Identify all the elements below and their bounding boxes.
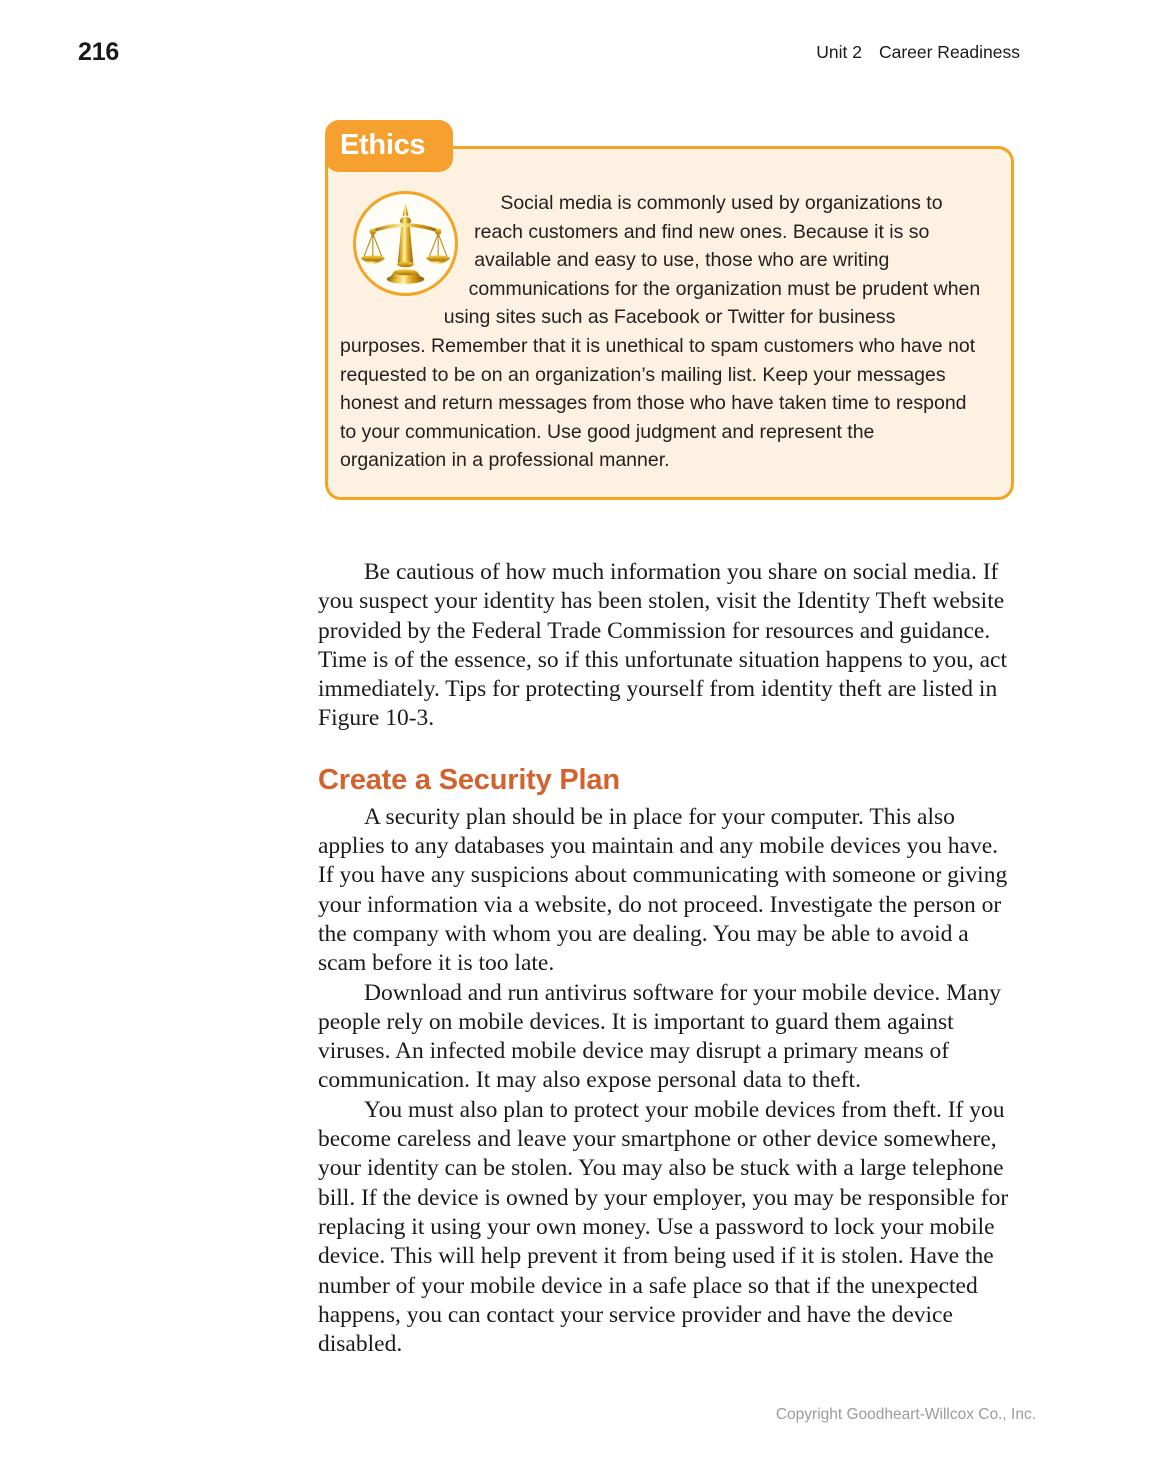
paragraph-2: A security plan should be in place for your computer. This also applies to any databases you maintain and any mobile devices you have. If you have any suspicions about communicating with someone or giving your information via a website, do not proceed. Investigate the person or the company with whom you are dealing. You may be able to avoid a scam before it is too late. xyxy=(318,803,1008,977)
unit-title: Career Readiness xyxy=(878,42,1020,62)
running-head xyxy=(0,38,1156,72)
paragraph-3: Download and run antivirus software for your mobile device. Many people rely on mobile devices. It is important to guard them against viruses. An infected mobile device may disrupt a primary means of communication. It may also expose personal data to theft. xyxy=(318,979,1001,1094)
running-head-right xyxy=(816,42,1020,63)
ethics-tab xyxy=(325,120,453,172)
balance-scales-icon xyxy=(353,191,463,306)
copyright-notice: Copyright Goodheart-Willcox Co., Inc. xyxy=(775,1406,1036,1423)
page-number: 216 xyxy=(78,38,120,66)
unit-label: Unit 2 xyxy=(816,42,862,62)
ethics-box-body xyxy=(328,149,1011,497)
balance-scales-icon-frame xyxy=(353,191,458,296)
ethics-tab-label: Ethics xyxy=(340,129,426,161)
paragraph-4: You must also plan to protect your mobile devices from theft. If you become careless and leave your smartphone or other device somewhere, your identity can be stolen. You may also be stuck with a large telephone bill. If the device is owned by your employer, you may be responsible for replacing it using your own money. Use a password to lock your mobile device. This will help prevent it from being used if it is stolen. Have the number of your mobile device in a safe place so that if the unexpected happens, you can contact your service provider and have the device disabled. xyxy=(318,1096,1009,1358)
section-heading-create-a-security-plan: Create a Security Plan xyxy=(318,763,620,796)
ethics-box-panel xyxy=(325,146,1014,500)
ethics-box-text: Social media is commonly used by organizations to reach customers and find new ones. Because it is so available and easy to use, those who are writing communications for the organization must be prudent when using sites such as Facebook or Twitter for business purposes. Remember that it is unethical to spam customers who have not requested to be on an organization’s mailing list. Keep your messages honest and return messages from those who have taken time to respond to your communication. Use good judgment and represent the organization in a professional manner. xyxy=(340,192,981,472)
main-text-column xyxy=(318,558,1018,1359)
paragraph-1: Be cautious of how much information you share on social media. If you suspect your identity has been stolen, visit the Identity Theft website provided by the Federal Trade Commission for resources and guidance. Time is of the essence, so if this unfortunate situation happens to you, act immediately. Tips for protecting yourself from identity theft are listed in Figure 10-3. xyxy=(318,559,1008,732)
